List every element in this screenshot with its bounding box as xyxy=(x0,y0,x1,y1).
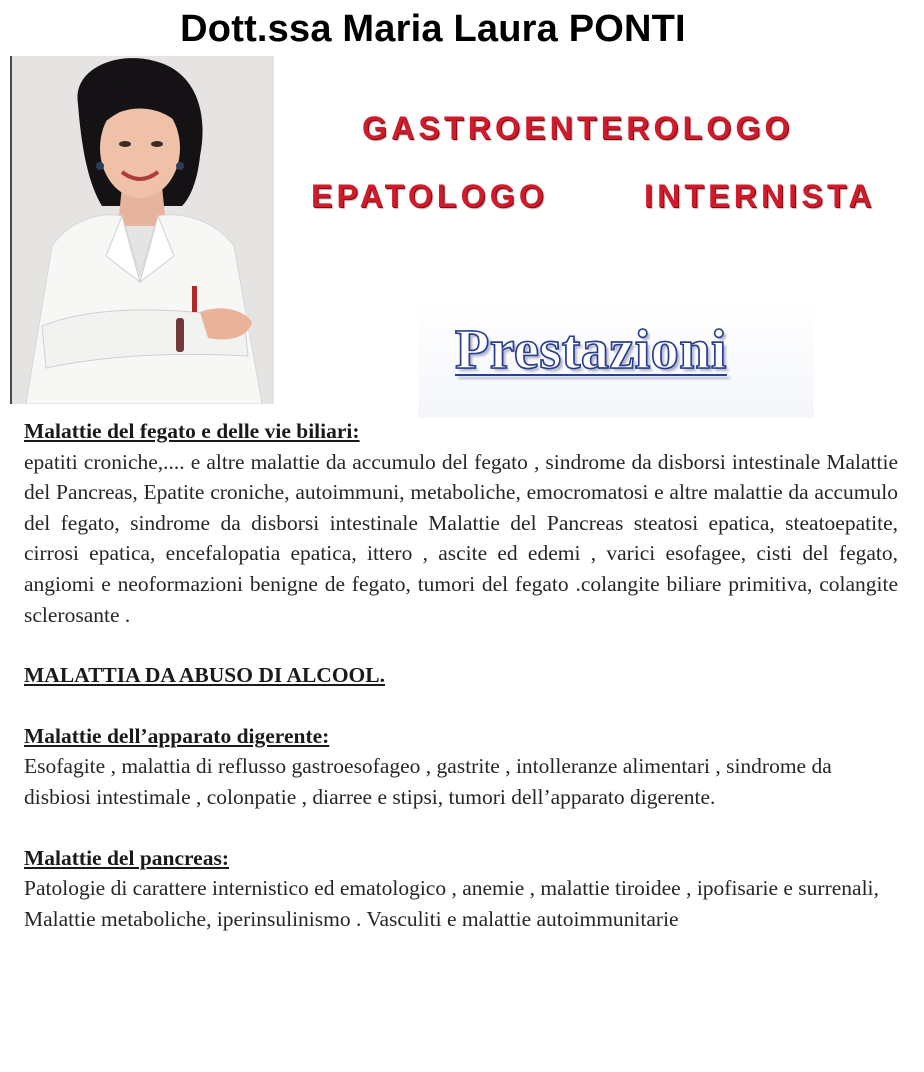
section-text-pancreas: Patologie di carattere internistico ed ematologico , anemie , malattie tiroidee , ipofisarie e surrenali, Malattie metaboliche, iperinsulinismo . Vasculiti e malattie autoimmunitarie xyxy=(24,876,879,931)
speciality-epatologo: EPATOLOGO xyxy=(311,178,548,214)
speciality-internista: INTERNISTA xyxy=(644,178,876,214)
doctor-portrait-photo xyxy=(10,56,274,404)
doctor-name-title: Dott.ssa Maria Laura PONTI xyxy=(180,8,686,50)
section-heading-fegato: Malattie del fegato e delle vie biliari: xyxy=(24,419,360,443)
speciality-gastroenterologo: GASTROENTEROLOGO xyxy=(362,110,794,146)
section-heading-apparato-digerente: Malattie dell’apparato digerente: xyxy=(24,723,330,748)
section-text-fegato: epatiti croniche,.... e altre malattie da accumulo del fegato , sindrome da disborsi intestinale Malattie del Pancreas, Epatite croniche, autoimmuni, metaboliche, emocromatosi e altre malattie da accumulo del fegato, sindrome da disborsi intestinale Malattie del Pancreas steatosi epatica, steatoepatite, cirrosi epatica, encefalopatia epatica, ittero , ascite ed edemi , varici esofagee, cisti del fegato, angiomi e neoformazioni benigne de fegato, tumori del fegato .colangite biliare primitiva, colangite sclerosante . xyxy=(24,449,898,627)
prestazioni-title: Prestazioni xyxy=(455,319,727,381)
section-heading-alcool: MALATTIA DA ABUSO DI ALCOOL. xyxy=(24,663,385,688)
section-text-apparato-digerente: Esofagite , malattia di reflusso gastroesofageo , gastrite , intolleranze alimentari , sindrome da disbiosi intestimale , colonpatie , diarree e stipsi, tumori dell’apparato digerente. xyxy=(24,754,832,809)
services-content xyxy=(24,416,898,934)
section-heading-pancreas: Malattie del pancreas: xyxy=(24,845,230,870)
